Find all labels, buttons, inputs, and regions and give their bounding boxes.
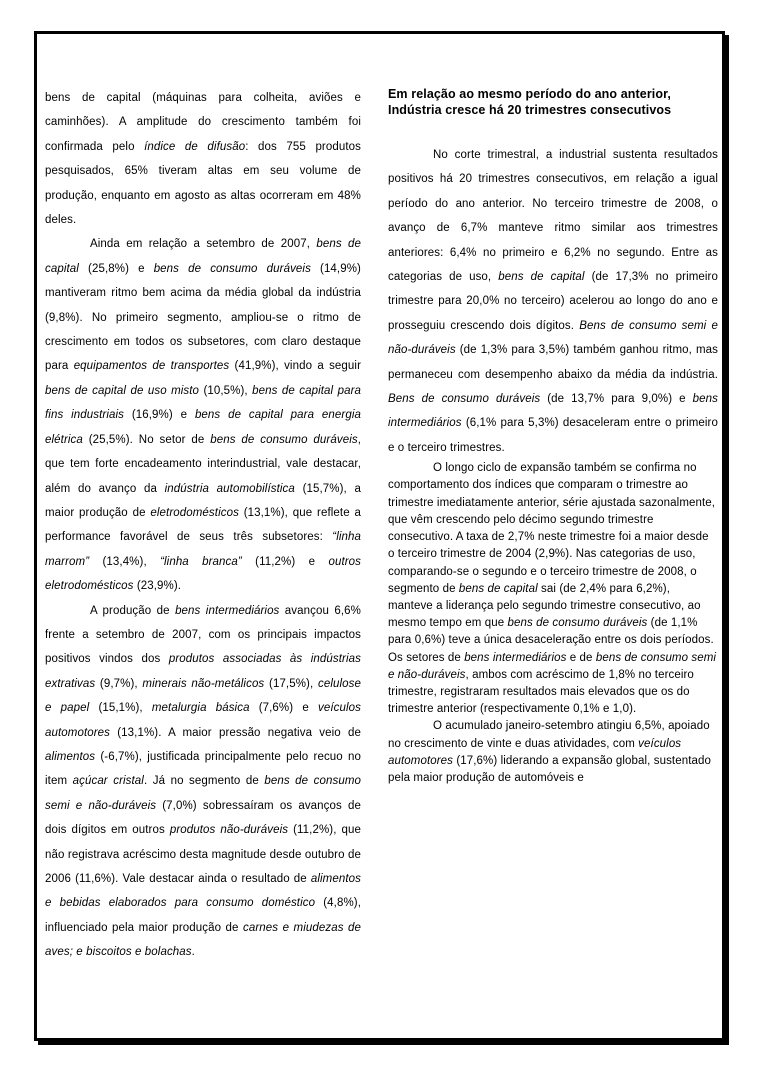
section-heading-line-1: Em relação ao mesmo período do ano anterior, [388, 87, 671, 101]
page-border-frame [34, 31, 725, 1041]
left-column [45, 86, 361, 965]
columns-container [45, 86, 722, 965]
section-heading-line-2: Indústria cresce há 20 trimestres consecutivos [388, 103, 672, 117]
paragraph-intermediate-goods: A produção de bens intermediários avançou 6,6% frente a setembro de 2007, com os principais impactos positivos vindos dos produtos associadas às indústrias extrativas (9,7%), minerais não-metálicos (17,5%), celulose e papel (15,1%), metalurgia básica (7,6%) e veículos automotores (13,1%). A maior pressão negativa veio de alimentos (-6,7%), justificada principalmente pelo recuo no item açúcar cristal. Já no segmento de bens de consumo semi e não-duráveis (7,0%) sobressaíram os avanços de dois dígitos em outros produtos não-duráveis (11,2%), que não registrava acréscimo desta magnitude desde outubro de 2006 (11,6%). Vale destacar ainda o resultado de alimentos e bebidas elaborados para consumo doméstico (4,8%), influenciado pela maior produção de carnes e miudezas de aves; e biscoitos e bolachas. [45, 604, 362, 959]
paragraph-expansion-cycle: O longo ciclo de expansão também se confirma no comportamento dos índices que comparam o trimestre ao trimestre imediatamente anterior, série ajustada sazonalmente, que vêm crescendo pelo décimo segundo trimestre consecutivo. A taxa de 2,7% neste trimestre foi a maior desde o terceiro trimestre de 2004 (2,9%). Nas categorias de uso, comparando-se o segundo e o terceiro trimestre de 2008, o segmento de bens de capital sai (de 2,4% para 6,2%), manteve a liderança pelo segundo trimestre consecutivo, ao mesmo tempo em que bens de consumo duráveis (de 1,1% para 0,6%) teve a única desaceleração entre os dois períodos. Os setores de bens intermediários e de bens de consumo semi e não-duráveis, ambos com acréscimo de 1,8% no terceiro trimestre, registraram resultados mais elevados que os do trimestre anterior (respectivamente 0,1% e 1,0). [388, 462, 717, 716]
right-column [388, 86, 718, 965]
section-heading [388, 86, 718, 118]
paragraph-accumulated-january-september: O acumulado janeiro-setembro atingiu 6,5%, apoiado no crescimento de vinte e duas atividades, com veículos automotores (17,6%) liderando a expansão global, sustentado pela maior produção de automóveis e [388, 720, 712, 784]
paragraph-capital-goods-diffusion: bens de capital (máquinas para colheita, aviões e caminhões). A amplitude do crescimento também foi confirmada pelo índice de difusão: dos 755 produtos pesquisados, 65% tiveram altas em seu volume de produção, enquanto em agosto as altas ocorreram em 48% deles. [45, 92, 361, 227]
paragraph-quarterly-consecutive-growth: No corte trimestral, a industrial sustenta resultados positivos há 20 trimestres consecutivos, em relação a igual período do ano anterior. No terceiro trimestre de 2008, o avanço de 6,7% manteve ritmo similar aos trimestres anteriores: 6,4% no primeiro e 6,2% no segundo. Entre as categorias de uso, bens de capital (de 17,3% no primeiro trimestre para 20,0% no terceiro) acelerou ao longo do ano e prosseguiu crescendo dois dígitos. Bens de consumo semi e não-duráveis (de 1,3% para 3,5%) também ganhou ritmo, mas permaneceu com desempenho abaixo da média da indústria. Bens de consumo duráveis (de 13,7% para 9,0%) e bens intermediários (6,1% para 5,3%) desaceleram entre o primeiro e o terceiro trimestres. [388, 149, 718, 454]
paragraph-september-2007-comparison: Ainda em relação a setembro de 2007, bens de capital (25,8%) e bens de consumo duráveis (14,9%) mantiveram ritmo bem acima da média global da indústria (9,8%). No primeiro segmento, ampliou-se o ritmo de crescimento em todos os subsetores, com claro destaque para equipamentos de transportes (41,9%), vindo a seguir bens de capital de uso misto (10,5%), bens de capital para fins industriais (16,9%) e bens de capital para energia elétrica (25,5%). No setor de bens de consumo duráveis, que tem forte encadeamento interindustrial, vale destacar, além do avanço da indústria automobilística (15,7%), a maior produção de eletrodomésticos (13,1%), que reflete a performance favorável de seus três subsetores: “linha marrom” (13,4%), “linha branca” (11,2%) e outros eletrodomésticos (23,9%). [45, 238, 362, 593]
